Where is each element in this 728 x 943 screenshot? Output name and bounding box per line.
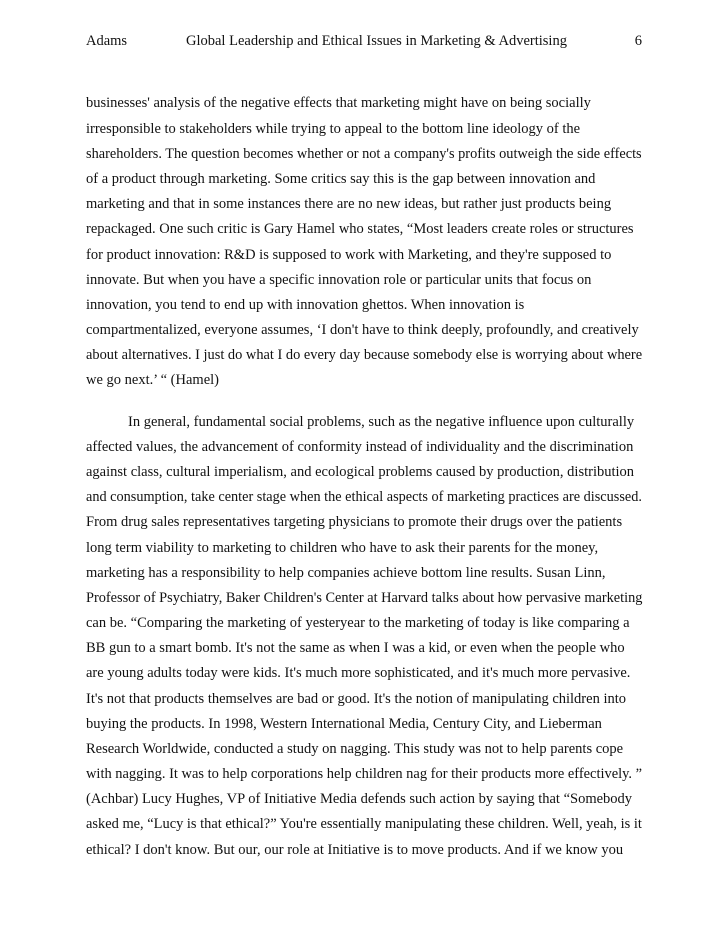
text-line: (Achbar) Lucy Hughes, VP of Initiative Media defends such action by saying that “Somebody xyxy=(86,791,633,807)
text-line: ethical? I don't know. But our, our role at Initiative is to move products. And if we know you xyxy=(86,842,624,858)
text-line: compartmentalized, everyone assumes, ‘I don't have to think deeply, profoundly, and creatively xyxy=(86,322,639,338)
text-line: businesses' analysis of the negative effects that marketing might have on being socially xyxy=(86,95,591,111)
text-line: In general, fundamental social problems, such as the negative influence upon culturally xyxy=(128,414,635,430)
text-line: shareholders. The question becomes whether or not a company's profits outweigh the side effects xyxy=(86,146,642,162)
text-line: asked me, “Lucy is that ethical?” You're essentially manipulating these children. Well, yeah, is it xyxy=(86,816,642,832)
page-number: 6 xyxy=(634,33,642,49)
text-line: long term viability to marketing to children who have to ask their parents for the money, xyxy=(86,540,599,556)
header-author: Adams xyxy=(86,33,128,49)
text-line: Research Worldwide, conducted a study on nagging. This study was not to help parents cope xyxy=(86,741,624,757)
text-line: of a product through marketing. Some critics say this is the gap between innovation and xyxy=(86,171,596,187)
text-line: repackaged. One such critic is Gary Hamel who states, “Most leaders create roles or structures xyxy=(86,221,634,237)
text-line: BB gun to a smart bomb. It's not the same as when I was a kid, or even when the people who xyxy=(86,640,625,656)
text-line: From drug sales representatives targeting physicians to promote their drugs over the patients xyxy=(86,514,623,530)
text-line: we go next.’ “ (Hamel) xyxy=(86,372,219,388)
text-line: are young adults today were kids. It's much more sophisticated, and it's much more pervasive. xyxy=(86,665,631,681)
text-line: innovation, you tend to end up with innovation ghettos. When innovation is xyxy=(86,297,525,313)
text-line: affected values, the advancement of conformity instead of individuality and the discrimination xyxy=(86,439,634,455)
text-line: for product innovation: R&D is supposed to work with Marketing, and they're supposed to xyxy=(86,247,612,263)
text-line: buying the products. In 1998, Western International Media, Century City, and Lieberman xyxy=(86,716,602,732)
text-line: marketing has a responsibility to help companies achieve bottom line results. Susan Linn, xyxy=(86,565,606,581)
text-line: Professor of Psychiatry, Baker Children's Center at Harvard talks about how pervasive marketing xyxy=(86,590,643,606)
running-header xyxy=(86,33,642,55)
text-line: marketing and that in some instances there are no new ideas, but rather just products being xyxy=(86,196,612,212)
text-line: and consumption, take center stage when the ethical aspects of marketing practices are discussed. xyxy=(86,489,642,505)
text-line: innovate. But when you have a specific innovation role or particular units that focus on xyxy=(86,272,592,288)
text-line: about alternatives. I just do what I do every day because somebody else is worrying about where xyxy=(86,347,643,363)
text-line: with nagging. It was to help corporations help children nag for their products more effectively. ” xyxy=(86,766,643,782)
text-line: irresponsible to stakeholders while trying to appeal to the bottom line ideology of the xyxy=(86,121,581,137)
text-line: can be. “Comparing the marketing of yesteryear to the marketing of today is like comparing a xyxy=(86,615,630,631)
header-title: Global Leadership and Ethical Issues in Marketing & Advertising xyxy=(186,33,567,49)
text-line: It's not that products themselves are bad or good. It's the notion of manipulating children into xyxy=(86,691,627,707)
text-line: against class, cultural imperialism, and ecological problems caused by production, distribution xyxy=(86,464,635,480)
